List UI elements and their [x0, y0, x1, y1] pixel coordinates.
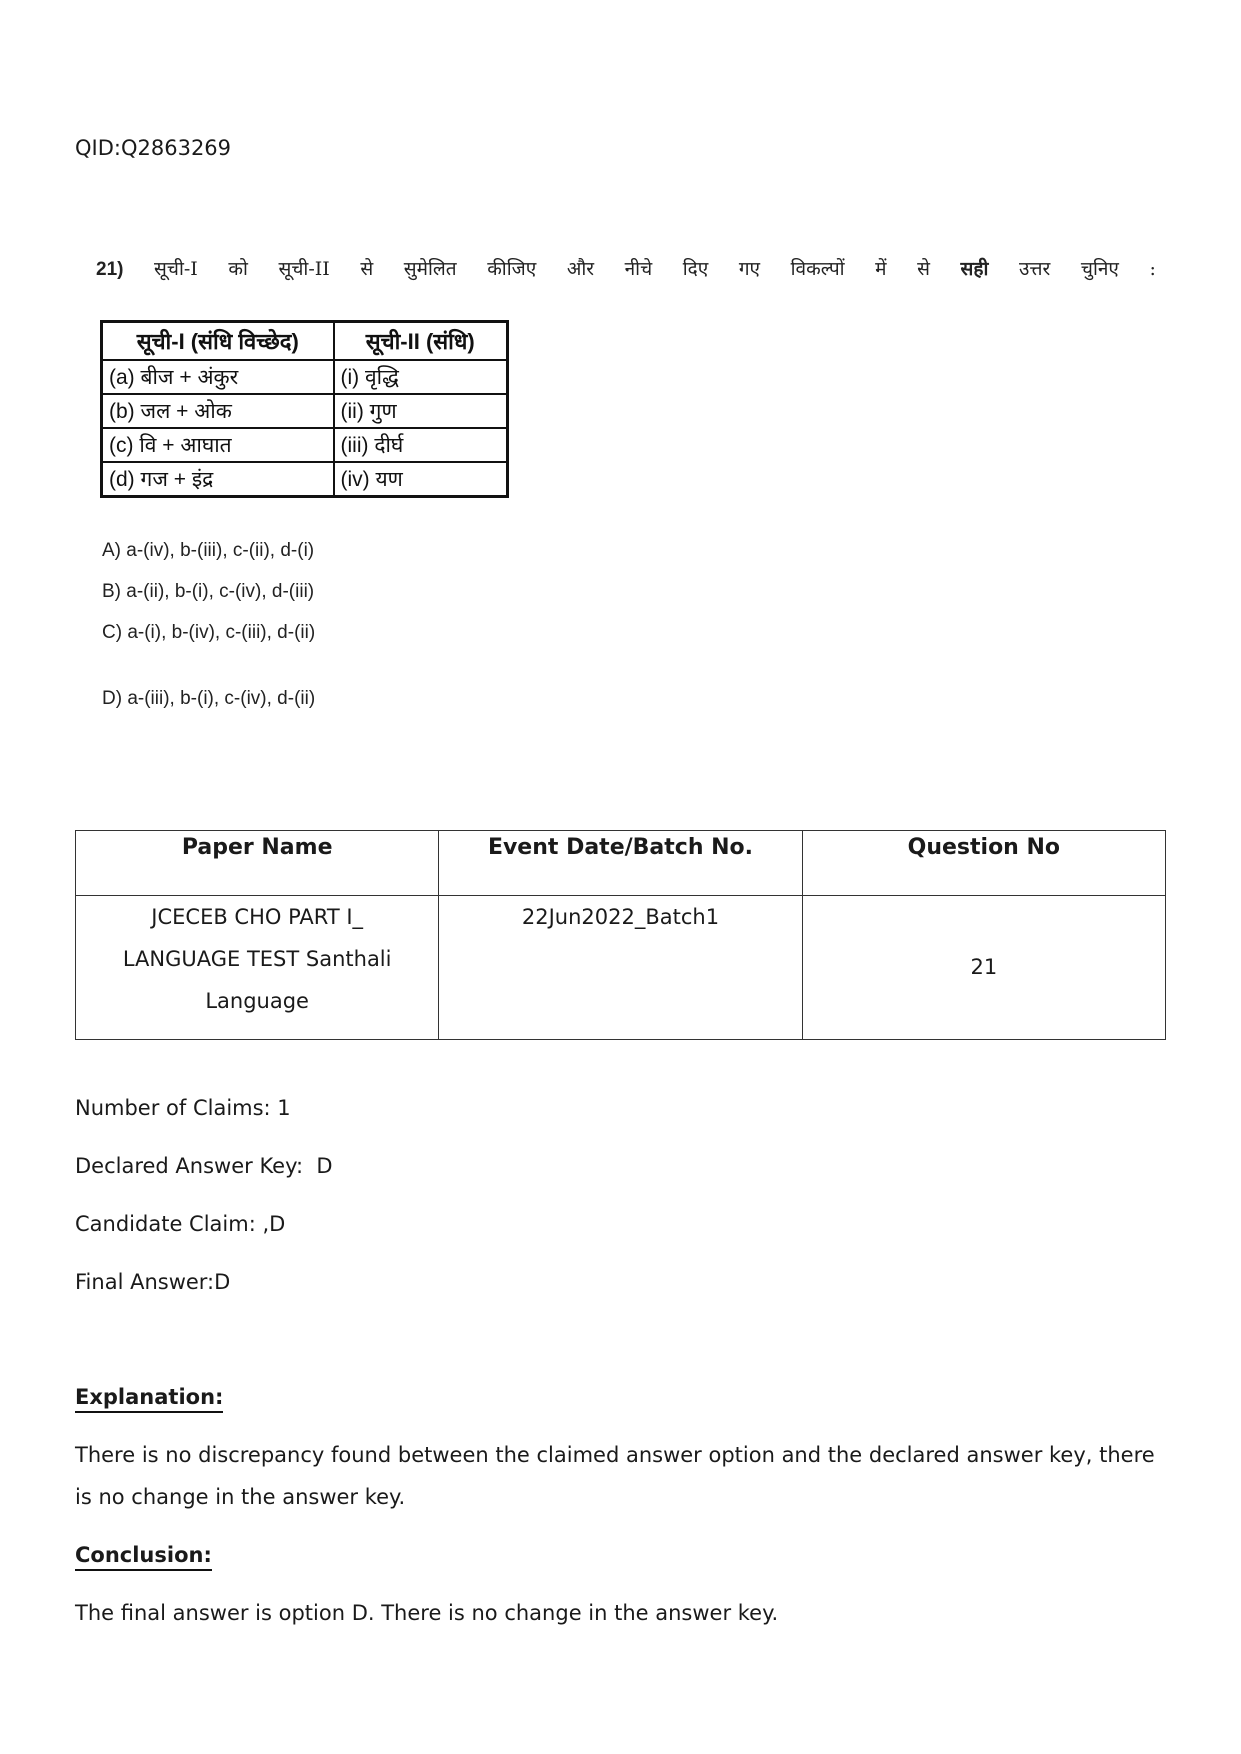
match-cell: (d) गज + इंद्र [102, 462, 334, 497]
question-number: 21) [96, 259, 124, 280]
conclusion-text: The final answer is option D. There is no change in the answer key. [75, 1601, 779, 1625]
question-word: से [360, 258, 374, 280]
header-event-date: Event Date/Batch No. [439, 831, 802, 896]
question-line [96, 255, 1156, 281]
question-word: नीचे [624, 258, 653, 280]
question-no-cell: 21 [802, 896, 1165, 1040]
header-paper-name: Paper Name [76, 831, 439, 896]
question-word: को [228, 258, 248, 280]
option-a: A) a-(iv), b-(iii), c-(ii), d-(i) [102, 540, 315, 561]
question-word: में [875, 258, 887, 280]
question-word: : [1149, 258, 1156, 280]
match-header-list-2: सूची-II (संधि) [334, 322, 508, 360]
declared-answer-key: Declared Answer Key: D [75, 1154, 333, 1178]
explanation-heading: Explanation: [75, 1385, 223, 1413]
conclusion-heading: Conclusion: [75, 1543, 212, 1571]
table-row [76, 896, 1166, 1040]
question-word: और [566, 258, 595, 280]
option-c: C) a-(i), b-(iv), c-(iii), d-(ii) [102, 622, 316, 643]
info-table [75, 830, 1166, 1040]
match-cell: (a) बीज + अंकुर [102, 360, 334, 394]
final-answer: Final Answer:D [75, 1270, 231, 1294]
table-row [102, 394, 508, 428]
match-cell: (i) वृद्धि [334, 360, 508, 394]
question-word: सूची-I [154, 258, 198, 280]
table-row [102, 462, 508, 497]
match-table [100, 320, 509, 498]
option-d: D) a-(iii), b-(i), c-(iv), d-(ii) [102, 688, 316, 709]
option-b: B) a-(ii), b-(i), c-(iv), d-(iii) [102, 581, 315, 602]
table-row [102, 428, 508, 462]
header-question-no: Question No [802, 831, 1165, 896]
match-cell: (iv) यण [334, 462, 508, 497]
event-batch-cell: 22Jun2022_Batch1 [439, 896, 802, 1040]
question-word: सुमेलित [403, 258, 457, 280]
question-word: विकल्पों [790, 258, 845, 280]
question-word: सही [960, 258, 989, 280]
candidate-claim: Candidate Claim: ,D [75, 1212, 286, 1236]
paper-name-line: LANGUAGE TEST Santhali [122, 947, 392, 971]
match-cell: (ii) गुण [334, 394, 508, 428]
match-header-list-1: सूची-I (संधि विच्छेद) [102, 322, 334, 360]
explanation-text: There is no discrepancy found between the claimed answer option and the declared answer key, there is no change in the answer key. [75, 1443, 1155, 1509]
paper-name-line: Language [205, 989, 309, 1013]
question-word: चुनिए [1080, 258, 1119, 280]
match-cell: (c) वि + आघात [102, 428, 334, 462]
question-word: कीजिए [487, 258, 537, 280]
question-word: से [917, 258, 930, 280]
question-word: दिए [682, 258, 709, 280]
question-word: सूची-II [278, 258, 330, 280]
paper-name-line: JCECEB CHO PART I_ [151, 905, 364, 929]
match-cell: (iii) दीर्घ [334, 428, 508, 462]
match-cell: (b) जल + ओक [102, 394, 334, 428]
number-of-claims: Number of Claims: 1 [75, 1096, 291, 1120]
question-word: गए [738, 258, 761, 280]
table-row [102, 360, 508, 394]
paper-name-cell [76, 896, 439, 1040]
qid-label: QID:Q2863269 [75, 136, 232, 160]
question-word: उत्तर [1018, 258, 1051, 280]
